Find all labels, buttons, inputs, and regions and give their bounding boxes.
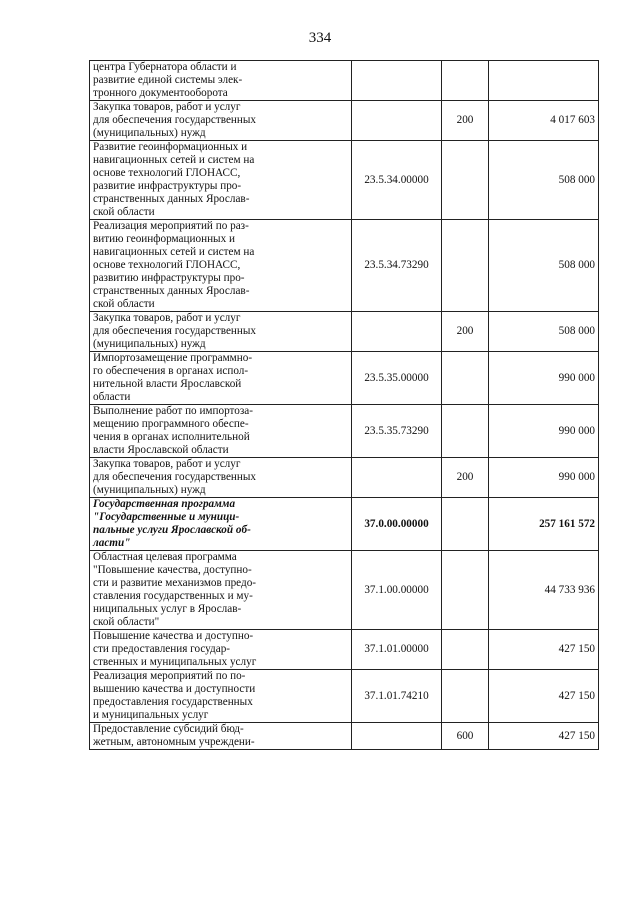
expense-name-line: Закупка товаров, работ и услуг: [93, 312, 241, 324]
expense-name-line: основе технологий ГЛОНАСС,: [93, 167, 241, 179]
table-row: [90, 670, 599, 723]
expense-name-cell: [90, 630, 352, 670]
expense-name-line: Реализация мероприятий по по-: [93, 670, 246, 682]
expense-type-cell: 600: [442, 723, 489, 750]
expense-name-line: чения в органах исполнительной: [93, 431, 250, 443]
expense-name-cell: [90, 670, 352, 723]
table-row: [90, 498, 599, 551]
expense-name-line: витию геоинформационных и: [93, 233, 235, 245]
amount-cell: 990 000: [489, 352, 599, 405]
amount-cell: 990 000: [489, 405, 599, 458]
target-code-cell: [352, 458, 442, 498]
table-row: [90, 551, 599, 630]
target-code-cell: 23.5.35.00000: [352, 352, 442, 405]
table-row: [90, 352, 599, 405]
table-row: [90, 405, 599, 458]
amount-cell: 427 150: [489, 723, 599, 750]
expense-type-cell: [442, 670, 489, 723]
target-code-cell: 23.5.34.73290: [352, 220, 442, 312]
target-code-cell: 37.0.00.00000: [352, 498, 442, 551]
expense-name-line: (муниципальных) нужд: [93, 484, 206, 496]
target-code-cell: [352, 312, 442, 352]
target-code-cell: 23.5.34.00000: [352, 141, 442, 220]
expense-name-line: Государственная программа: [93, 498, 236, 510]
expense-type-cell: [442, 551, 489, 630]
expense-name-line: Закупка товаров, работ и услуг: [93, 458, 241, 470]
amount-cell: 44 733 936: [489, 551, 599, 630]
table-row: [90, 220, 599, 312]
expense-name-cell: [90, 220, 352, 312]
target-code-cell: [352, 723, 442, 750]
expense-type-cell: [442, 220, 489, 312]
page-number: 334: [308, 30, 332, 46]
expense-name-line: странственных данных Ярослав-: [93, 193, 250, 205]
expense-name-line: "Повышение качества, доступно-: [93, 564, 252, 576]
expense-name-cell: [90, 312, 352, 352]
expense-type-cell: 200: [442, 101, 489, 141]
expense-type-cell: [442, 630, 489, 670]
expense-name-line: Импортозамещение программно-: [93, 352, 253, 364]
expense-type-cell: [442, 61, 489, 101]
expense-name-line: тронного документооборота: [93, 87, 228, 99]
expense-name-line: центра Губернатора области и: [93, 61, 237, 73]
expense-name-cell: [90, 498, 352, 551]
amount-cell: [489, 61, 599, 101]
expense-name-cell: [90, 405, 352, 458]
expense-name-line: предоставления государственных: [93, 696, 253, 708]
expense-name-line: Закупка товаров, работ и услуг: [93, 101, 241, 113]
expense-name-line: навигационных сетей и систем на: [93, 246, 255, 258]
budget-table: [89, 60, 599, 750]
expense-name-line: сти и развитие механизмов предо-: [93, 577, 257, 589]
target-code-cell: 23.5.35.73290: [352, 405, 442, 458]
expense-name-cell: [90, 458, 352, 498]
expense-type-cell: [442, 141, 489, 220]
expense-name-line: ниципальных услуг в Ярослав-: [93, 603, 242, 615]
expense-name-line: Реализация мероприятий по раз-: [93, 220, 249, 232]
expense-name-line: области: [93, 391, 131, 403]
expense-name-line: ской области: [93, 206, 155, 218]
target-code-cell: 37.1.00.00000: [352, 551, 442, 630]
expense-name-line: развитию инфраструктуры про-: [93, 272, 245, 284]
amount-cell: 427 150: [489, 670, 599, 723]
expense-name-line: Предоставление субсидий бюд-: [93, 723, 244, 735]
expense-name-line: ственных и муниципальных услуг: [93, 656, 257, 668]
expense-name-line: странственных данных Ярослав-: [93, 285, 250, 297]
table-row: [90, 141, 599, 220]
expense-name-line: "Государственные и муници-: [93, 511, 240, 523]
expense-type-cell: [442, 352, 489, 405]
expense-name-line: Развитие геоинформационных и: [93, 141, 248, 153]
expense-name-line: развитие единой системы элек-: [93, 74, 243, 86]
expense-name-line: (муниципальных) нужд: [93, 338, 206, 350]
expense-name-line: основе технологий ГЛОНАСС,: [93, 259, 241, 271]
expense-name-line: для обеспечения государственных: [93, 114, 257, 126]
target-code-cell: [352, 101, 442, 141]
expense-name-cell: [90, 723, 352, 750]
expense-name-line: для обеспечения государственных: [93, 471, 257, 483]
expense-type-cell: [442, 405, 489, 458]
expense-name-line: сти предоставления государ-: [93, 643, 231, 655]
expense-name-line: вышению качества и доступности: [93, 683, 256, 695]
expense-name-cell: [90, 101, 352, 141]
table-row: [90, 630, 599, 670]
expense-name-cell: [90, 352, 352, 405]
expense-name-cell: [90, 141, 352, 220]
expense-name-line: ставления государственных и му-: [93, 590, 253, 602]
budget-table-body: [90, 61, 599, 750]
expense-name-line: Повышение качества и доступно-: [93, 630, 254, 642]
table-row: [90, 312, 599, 352]
expense-name-cell: [90, 61, 352, 101]
expense-name-line: Областная целевая программа: [93, 551, 237, 563]
expense-name-line: навигационных сетей и систем на: [93, 154, 255, 166]
table-row: [90, 458, 599, 498]
amount-cell: 508 000: [489, 312, 599, 352]
expense-name-line: и муниципальных услуг: [93, 709, 209, 721]
expense-name-line: для обеспечения государственных: [93, 325, 257, 337]
table-row: [90, 101, 599, 141]
amount-cell: 427 150: [489, 630, 599, 670]
expense-name-line: мещению программного обеспе-: [93, 418, 249, 430]
expense-type-cell: 200: [442, 312, 489, 352]
target-code-cell: 37.1.01.74210: [352, 670, 442, 723]
expense-name-line: ласти": [93, 537, 131, 549]
amount-cell: 257 161 572: [489, 498, 599, 551]
expense-name-line: власти Ярославской области: [93, 444, 229, 456]
expense-name-line: жетным, автономным учреждени-: [93, 736, 255, 748]
expense-name-line: го обеспечения в органах испол-: [93, 365, 249, 377]
expense-name-cell: [90, 551, 352, 630]
amount-cell: 4 017 603: [489, 101, 599, 141]
target-code-cell: [352, 61, 442, 101]
expense-name-line: Выполнение работ по импортоза-: [93, 405, 253, 417]
table-row: [90, 723, 599, 750]
expense-name-line: развитие инфраструктуры про-: [93, 180, 242, 192]
expense-name-line: ской области": [93, 616, 160, 628]
expense-type-cell: [442, 498, 489, 551]
expense-name-line: ской области: [93, 298, 155, 310]
table-row: [90, 61, 599, 101]
amount-cell: 508 000: [489, 220, 599, 312]
expense-name-line: нительной власти Ярославской: [93, 378, 242, 390]
expense-name-line: (муниципальных) нужд: [93, 127, 206, 139]
expense-name-line: пальные услуги Ярославской об-: [93, 524, 251, 536]
target-code-cell: 37.1.01.00000: [352, 630, 442, 670]
expense-type-cell: 200: [442, 458, 489, 498]
amount-cell: 990 000: [489, 458, 599, 498]
amount-cell: 508 000: [489, 141, 599, 220]
